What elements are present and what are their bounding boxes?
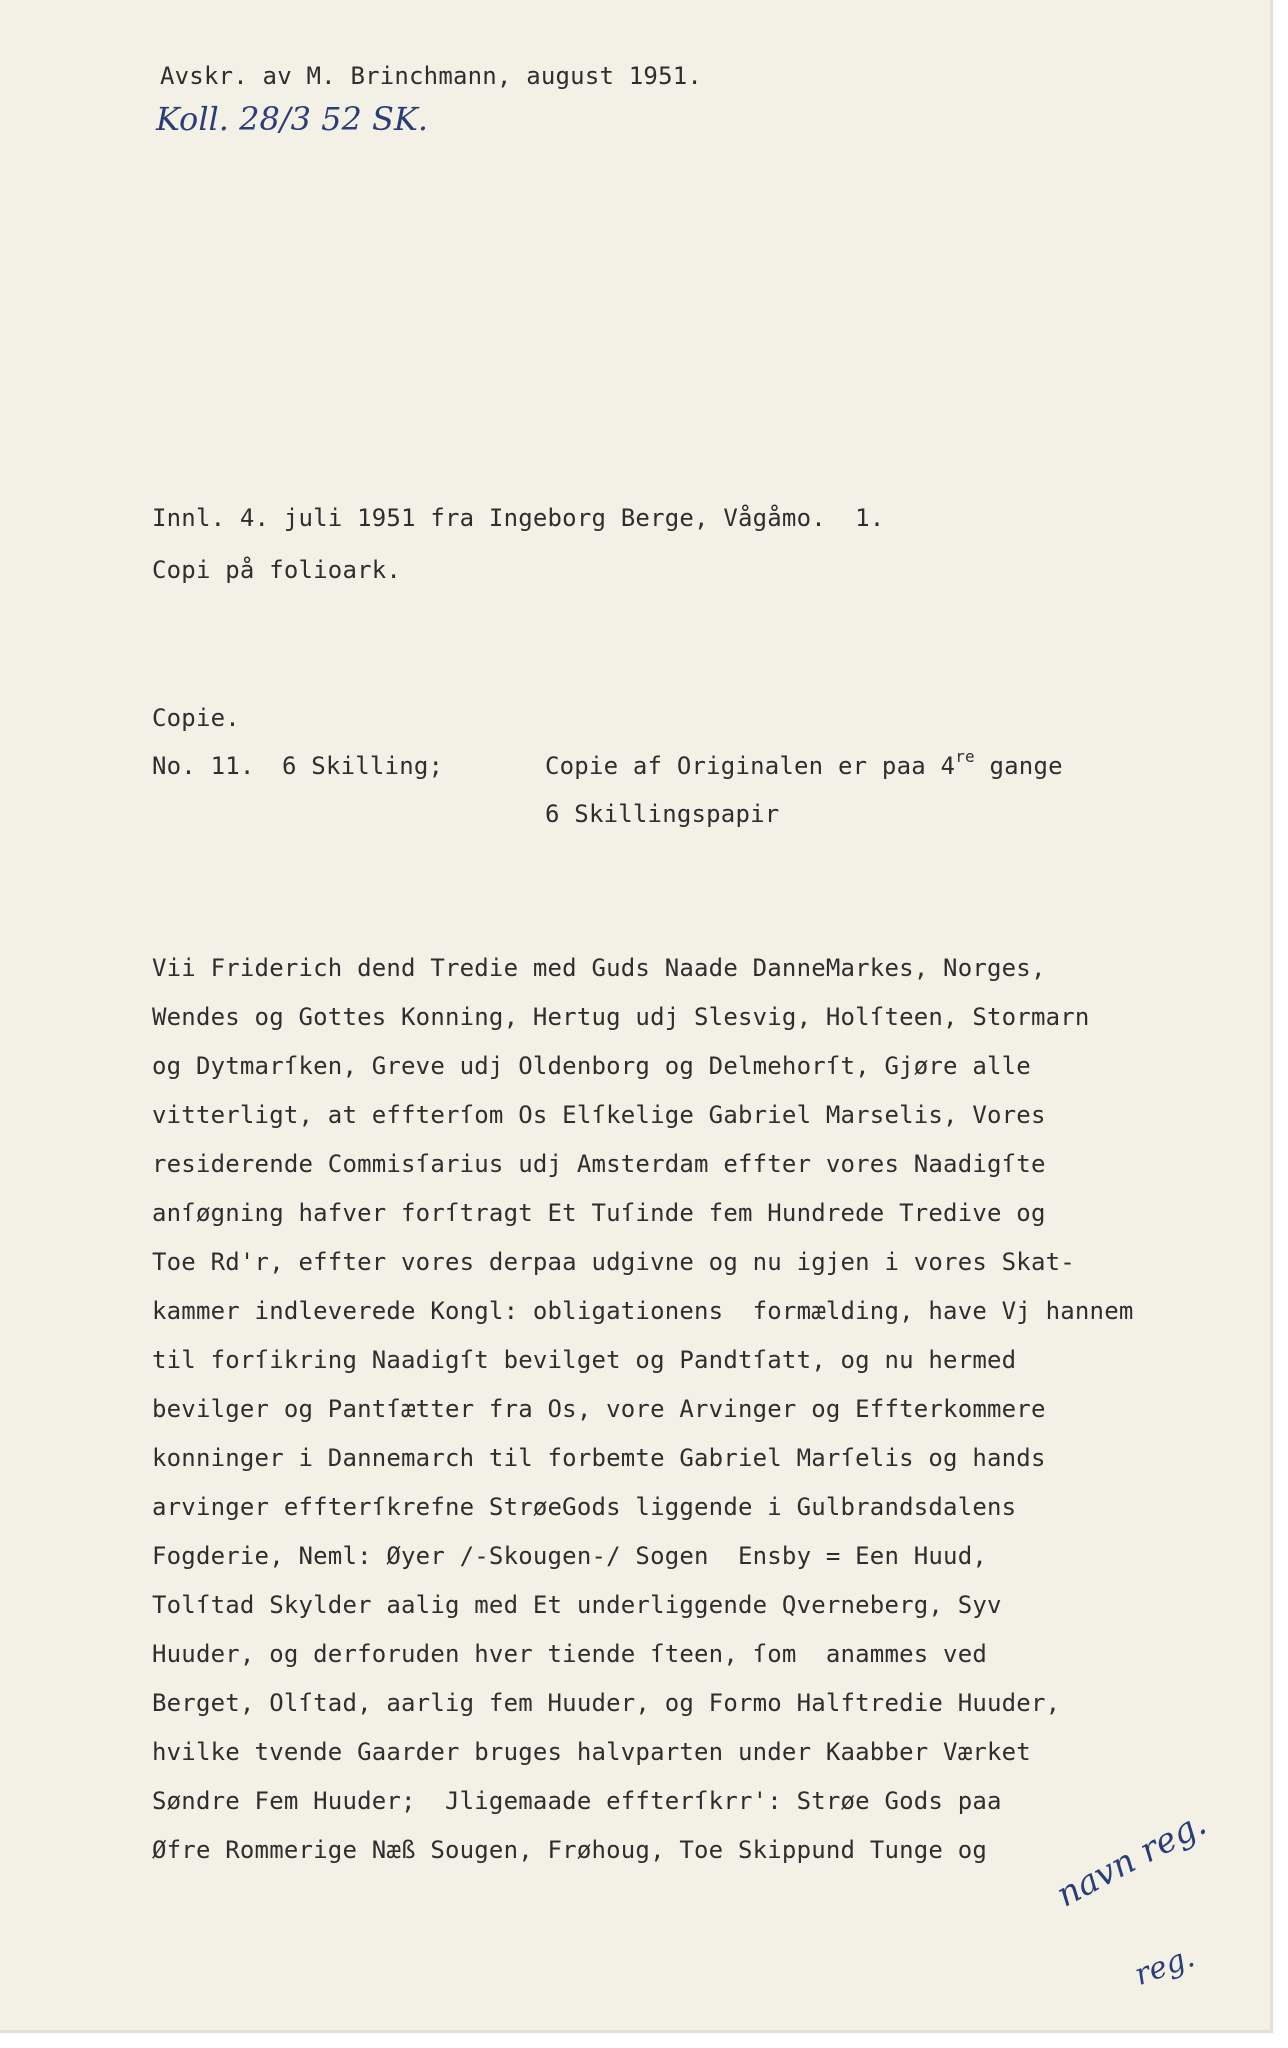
receipt-line: Innl. 4. juli 1951 fra Ingeborg Berge, Vågåmo. 1. <box>152 504 885 532</box>
copy-note <box>545 747 1063 780</box>
copy-note-line2: 6 Skillingspapir <box>545 800 780 828</box>
body-line: Tolſtad Skylder aalig med Et underliggende Qverneberg, Syv <box>152 1591 1002 1619</box>
collation-handwritten-note: Koll. 28/3 52 SK. <box>156 100 429 138</box>
body-line: vitterligt, at effterſom Os Elſkelige Gabriel Marselis, Vores <box>152 1101 1046 1129</box>
body-line: konninger i Dannemarch til forbemte Gabriel Marſelis og hands <box>152 1444 1046 1472</box>
body-line: kammer indleverede Kongl: obligationens formælding, have Vj hannem <box>152 1297 1134 1325</box>
body-line: Berget, Olſtad, aarlig fem Huuder, og Formo Halftredie Huuder, <box>152 1689 1061 1717</box>
body-line: Wendes og Gottes Konning, Hertug udj Slesvig, Holſteen, Stormarn <box>152 1003 1090 1031</box>
body-line: bevilger og Pantſætter fra Os, vore Arvinger og Effterkommere <box>152 1395 1046 1423</box>
body-line: Vii Friderich dend Tredie med Guds Naade DanneMarkes, Norges, <box>152 954 1046 982</box>
margin-note-registered: reg. <box>1130 1939 1200 1993</box>
copy-note-superscript: re <box>955 747 975 766</box>
copy-note-prefix: Copie af Originalen er paa 4 <box>545 752 956 780</box>
body-line: Fogderie, Neml: Øyer /-Skougen-/ Sogen Ensby = Een Huud, <box>152 1542 988 1570</box>
body-line: residerende Commisſarius udj Amsterdam effter vores Naadigſte <box>152 1150 1046 1178</box>
copy-note-suffix: gange <box>974 752 1063 780</box>
body-line: Huuder, og derforuden hver tiende ſteen, ſom anammes ved <box>152 1640 988 1668</box>
body-line: Søndre Fem Huuder; Jligemaade effterſkrr': Strøe Gods paa <box>152 1787 1002 1815</box>
margin-note-name-registered: navn reg. <box>1050 1803 1213 1916</box>
body-line: til forſikring Naadigſt bevilget og Pandtſatt, og nu hermed <box>152 1346 1017 1374</box>
transcription-note: Avskr. av M. Brinchmann, august 1951. <box>160 62 703 90</box>
body-line: Toe Rd'r, effter vores derpaa udgivne og nu igjen i vores Skat- <box>152 1248 1075 1276</box>
copy-label: Copie. <box>152 704 240 732</box>
body-line: arvinger effterſkrefne StrøeGods liggende i Gulbrandsdalens <box>152 1493 1017 1521</box>
receipt-format-line: Copi på folioark. <box>152 556 402 584</box>
body-line: og Dytmarſken, Greve udj Oldenborg og Delmehorſt, Gjøre alle <box>152 1052 1031 1080</box>
body-line: anſøgning hafver forſtragt Et Tuſinde fem Hundrede Tredive og <box>152 1199 1046 1227</box>
body-line: hvilke tvende Gaarder bruges halvparten under Kaabber Værket <box>152 1738 1031 1766</box>
copy-number: No. 11. <box>152 752 255 780</box>
body-line: Øfre Rommerige Næß Sougen, Frøhoug, Toe Skippund Tunge og <box>152 1836 988 1864</box>
stamp-value: 6 Skilling; <box>282 752 444 780</box>
